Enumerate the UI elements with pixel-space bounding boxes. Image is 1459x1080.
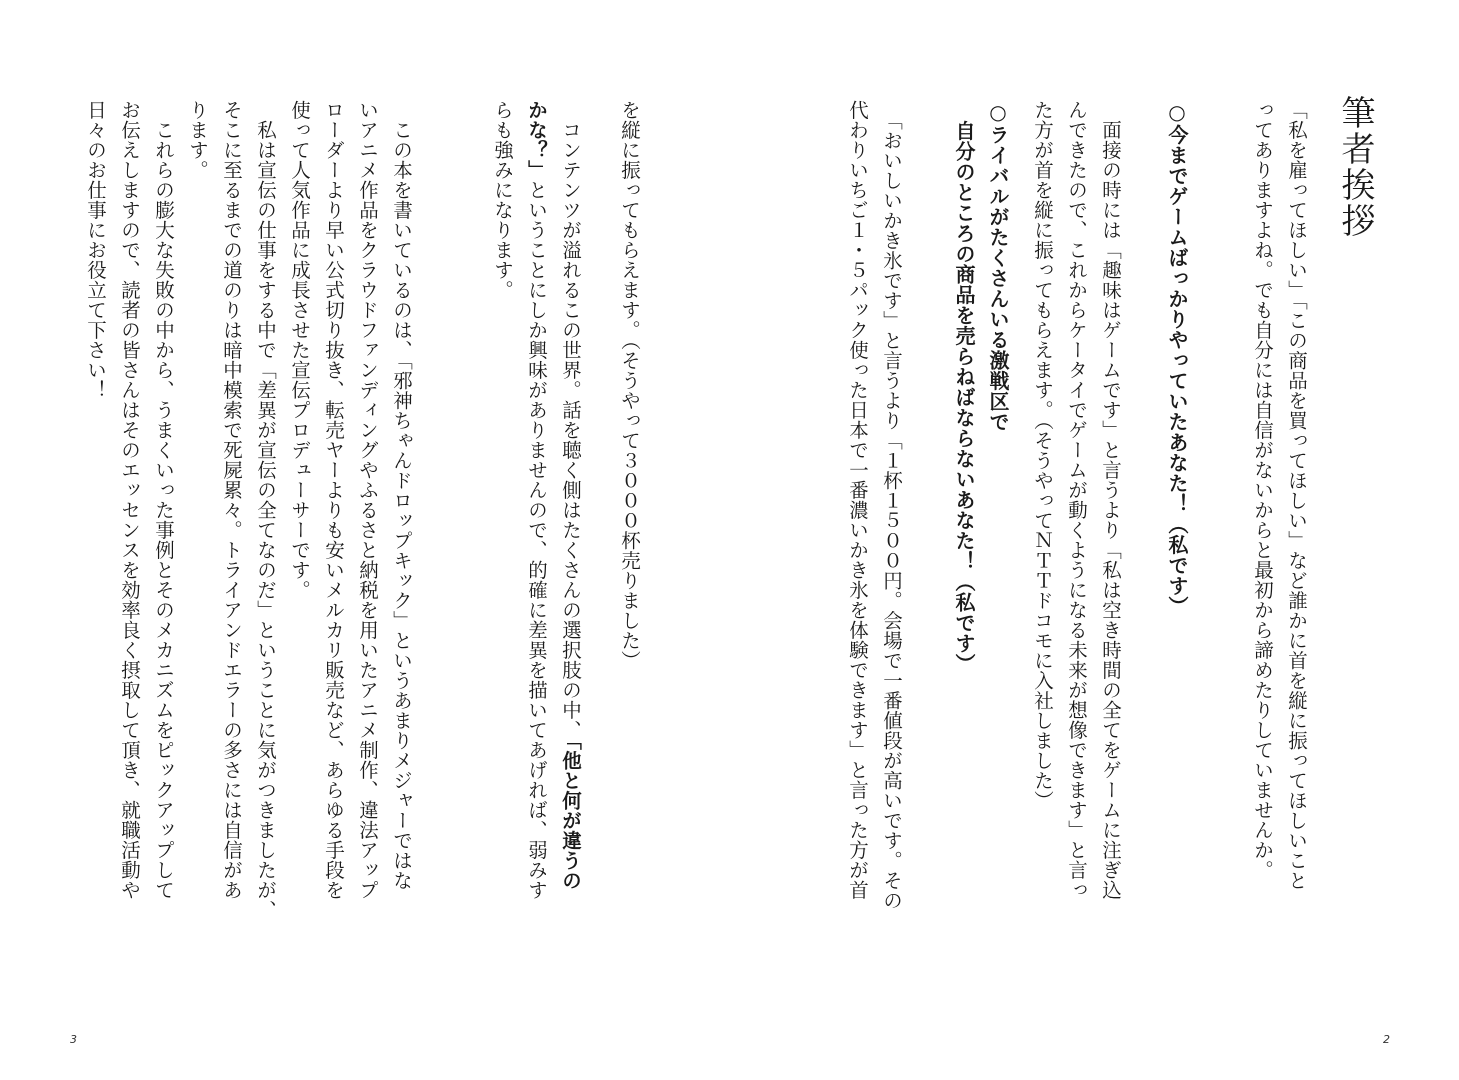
- section-heading-gamer: ○今までゲームばっかりやっていたあなた！（私です）: [1165, 100, 1189, 617]
- paragraph-kakigori-cont: [612, 100, 646, 980]
- page-title: 筆者挨拶: [1335, 95, 1375, 239]
- paragraph-kakigori: [840, 100, 908, 980]
- text-line: らも強みになります。: [491, 100, 514, 300]
- paragraph-closing: [78, 100, 180, 980]
- emphasis-text: 「他と何が違うの: [559, 740, 582, 891]
- text-run: ということにしか興味がありませんので、的確に差異を描いてあげれば、弱みす: [525, 180, 548, 900]
- text-line: いアニメ作品をクラウドファンディングやふるさと納税を用いたアニメ制作、違法アップ: [356, 100, 379, 900]
- text-line: を縦に振ってもらえます。（そうやって３０００杯売りました）: [618, 100, 641, 671]
- heading-line: ○ライバルがたくさんいる激戦区で: [986, 100, 1010, 432]
- text-line: 面接の時には「趣味はゲームです」と言うより「私は空き時間の全てをゲームに注ぎ込: [1099, 100, 1122, 900]
- section-heading-rival: [945, 100, 1015, 980]
- paragraph-author: [282, 100, 418, 980]
- text-line: これらの膨大な失敗の中から、うまくいった事例とそのメカニズムをピックアップして: [152, 100, 175, 900]
- text-line: 日々のお仕事にお役立て下さい！: [84, 100, 107, 400]
- text-line: 「私を雇ってほしい」「この商品を買ってほしい」など誰かに首を縦に振ってほしいこと: [1285, 100, 1308, 891]
- page-number-right: 2: [1383, 1033, 1390, 1046]
- text-line: 使って人気作品に成長させた宣伝プロデューサーです。: [288, 100, 311, 600]
- text-line: んできたので、これからケータイでゲームが動くようになる未来が想像できます」と言っ: [1065, 100, 1088, 900]
- text-line: 私は宣伝の仕事をする中で「差異が宣伝の全てなのだ」ということに気がつきましたが、: [254, 100, 277, 920]
- text-line: 代わりいちご１・５パック使った日本で一番濃いかき氷を体験できます」と言った方が首: [846, 100, 869, 900]
- text-line: お伝えしますので、読者の皆さんはそのエッセンスを効率良く摂取して頂き、就職活動や: [118, 100, 141, 900]
- heading-line: 自分のところの商品を売らねばならないあなた！（私です）: [952, 100, 976, 674]
- paragraph-intro: [1245, 100, 1313, 980]
- text-run: コンテンツが溢れるこの世界。話を聴く側はたくさんの選択肢の中、: [559, 100, 582, 740]
- text-line: ります。: [186, 100, 209, 180]
- text-line: ってありますよね。でも自分には自信がないからと最初から諦めたりしていませんか。: [1251, 100, 1274, 880]
- text-line: 「おいしいかき氷です」と言うより「１杯１５００円。会場で一番値段が高いです。その: [880, 100, 903, 911]
- text-line: た方が首を縦に振ってもらえます。（そうやってＮＴＴドコモに入社しました）: [1031, 100, 1054, 811]
- text-line: ローダーより早い公式切り抜き、転売ヤーよりも安いメルカリ販売など、あらゆる手段を: [322, 100, 345, 900]
- text-line: [519, 100, 553, 980]
- page-number-left: 3: [70, 1033, 77, 1046]
- paragraph-difference: [180, 100, 282, 980]
- text-line: この本を書いているのは、「邪神ちゃんドロップキック」というあまりメジャーではな: [390, 100, 413, 891]
- emphasis-text: かな？」: [525, 100, 548, 180]
- paragraph-interview: [1025, 100, 1127, 980]
- text-line: [553, 100, 587, 980]
- text-line: そこに至るまでの道のりは暗中模索で死屍累々。トライアンドエラーの多さには自信があ: [220, 100, 243, 900]
- paragraph-contents: [485, 100, 587, 980]
